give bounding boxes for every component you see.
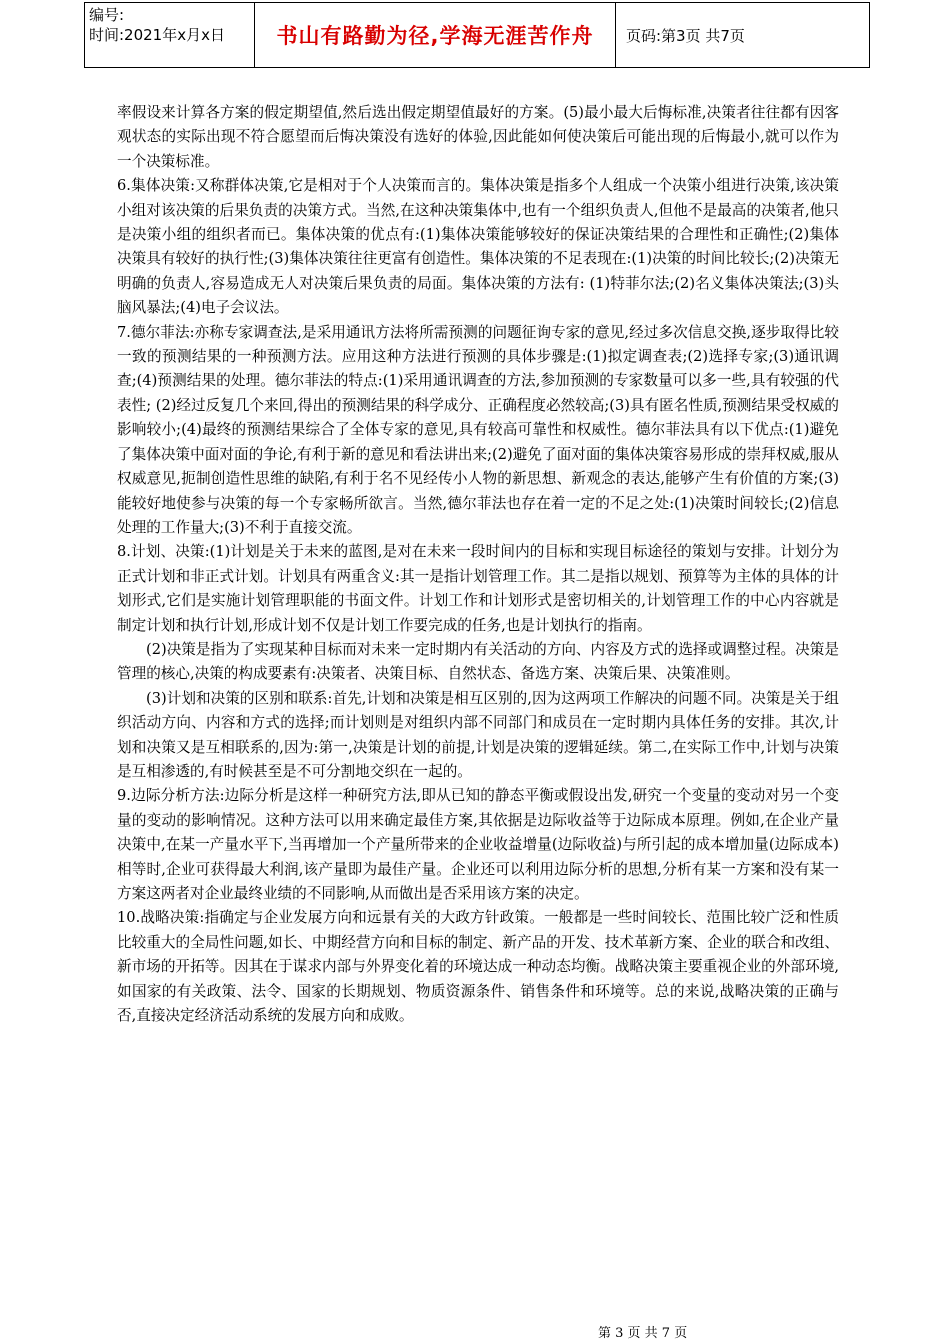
header-motto: 书山有路勤为径,学海无涯苦作舟 (255, 3, 616, 67)
header-meta (85, 3, 255, 67)
paragraph-marginal-analysis: 9.边际分析方法:边际分析是这样一种研究方法,即从已知的静态平衡或假设出发,研究一个变量的变动对另一个变量的变动的影响情况。这种方法可以用来确定最佳方案,其依据是边际收益等于边际成本原理。例如,在企业产量决策中,在某一产量水平下,当再增加一个产量所带来的企业收益增量(边际收益)与所引起的成本增加量(边际成本)相等时,企业可获得最大利润,该产量即为最佳产量。企业还可以利用边际分析的思想,分析有某一方案和没有某一方案这两者对企业最终业绩的不同影响,从而做出是否采用该方案的决定。 (117, 787, 839, 902)
paragraph-delphi-method: 7.德尔菲法:亦称专家调查法,是采用通讯方法将所需预测的问题征询专家的意见,经过多次信息交换,逐步取得比较一致的预测结果的一种预测方法。应用这种方法进行预测的具体步骤是:(1)拟定调查表;(2)选择专家;(3)通讯调查;(4)预测结果的处理。德尔菲法的特点:(1)采用通讯调查的方法,参加预测的专家数量可以多一些,具有较强的代表性; (2)经过反复几个来回,得出的预测结果的科学成分、正确程度必然较高;(3)具有匿名性质,预测结果受权威的影响较小;(4)最终的预测结果综合了全体专家的意见,具有较高可靠性和权威性。德尔菲法具有以下优点:(1)避免了集体决策中面对面的争论,有利于新的意见和看法讲出来;(2)避免了面对面的集体决策容易形成的崇拜权威,服从权威意见,扼制创造性思维的缺陷,有利于名不见经传小人物的新思想、新观念的表达,能够产生有价值的方案;(3)能较好地使参与决策的每一个专家畅所欲言。当然,德尔菲法也存在着一定的不足之处:(1)决策时间较长;(2)信息处理的工作量大;(3)不利于直接交流。 (117, 323, 839, 536)
page-footer: 第 3 页 共 7 页 (598, 1326, 688, 1341)
document-time-label: 时间:2021年x月x日 (89, 26, 225, 44)
paragraph-strategic-decision: 10.战略决策:指确定与企业发展方向和远景有关的大政方针政策。一般都是一些时间较长、范围比较广泛和性质比较重大的全局性问题,如长、中期经营方向和目标的制定、新产品的开发、技术革新方案、企业的联合和改组、新市场的开拓等。因其在于谋求内部与外界变化着的环境达成一种动态均衡。战略决策主要重视企业的外部环境,如国家的有关政策、法令、国家的长期规划、物质资源条件、销售条件和环境等。总的来说,战略决策的正确与否,直接决定经济活动系统的发展方向和成败。 (117, 909, 839, 1025)
page-header (84, 2, 870, 68)
paragraph-decision-definition: (2)决策是指为了实现某种目标而对未来一定时期内有关活动的方向、内容及方式的选择或调整过程。决策是管理的核心,决策的构成要素有:决策者、决策目标、自然状态、备选方案、决策后果、决策准则。 (117, 640, 839, 683)
header-page-info: 页码:第3页 共7页 (626, 26, 745, 45)
paragraph-plan-decision-relation: (3)计划和决策的区别和联系:首先,计划和决策是相互区别的,因为这两项工作解决的问题不同。决策是关于组织活动方向、内容和方式的选择;而计划则是对组织内部不同部门和成员在一定时期内具体任务的安排。其次,计划和决策又是互相联系的,因为:第一,决策是计划的前提,计划是决策的逻辑延续。第二,在实际工作中,计划与决策是互相渗透的,有时候甚至是不可分割地交织在一起的。 (117, 689, 839, 780)
paragraph-plan-decision: 8.计划、决策:(1)计划是关于未来的蓝图,是对在未来一段时间内的目标和实现目标途径的策划与安排。计划分为正式计划和非正式计划。计划具有两重含义:其一是指计划管理工作。其二是指以规划、预算等为主体的具体的计划形式,它们是实施计划管理职能的书面文件。计划工作和计划形式是密切相关的,计划管理工作的中心内容就是制定计划和执行计划,形成计划不仅是计划工作要完成的任务,也是计划执行的指南。 (117, 543, 839, 634)
paragraph-continuation: 率假设来计算各方案的假定期望值,然后选出假定期望值最好的方案。(5)最小最大后悔标准,决策者往往都有因客观状态的实际出现不符合愿望而后悔决策没有选好的体验,因此能如何使决策后可能出现的后悔最小,就可以作为一个决策标准。 (117, 104, 839, 170)
document-body (117, 101, 839, 1028)
document-number-label: 编号: (89, 6, 125, 24)
paragraph-collective-decision: 6.集体决策:又称群体决策,它是相对于个人决策而言的。集体决策是指多个人组成一个决策小组进行决策,该决策小组对该决策的后果负责的决策方式。当然,在这种决策集体中,也有一个组织负责人,但他不是最高的决策者,他只是决策小组的组织者而已。集体决策的优点有:(1)集体决策能够较好的保证决策结果的合理性和正确性;(2)集体决策具有较好的执行性;(3)集体决策往往更富有创造性。集体决策的不足表现在:(1)决策的时间比较长;(2)决策无明确的负责人,容易造成无人对决策后果负责的局面。集体决策的方法有: (1)特菲尔法;(2)名义集体决策法;(3)头脑风暴法;(4)电子会议法。 (117, 177, 839, 317)
